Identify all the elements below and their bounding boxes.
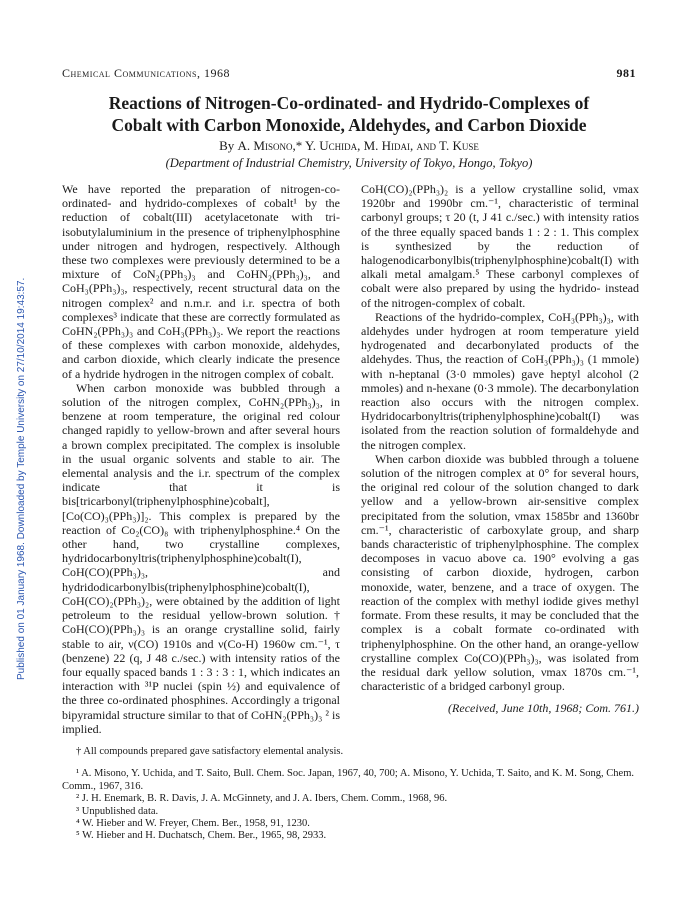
journal-name: Chemical Communications, 1968 xyxy=(62,66,230,80)
left-column xyxy=(62,182,340,736)
running-head xyxy=(62,66,636,82)
affiliation: (Department of Industrial Chemistry, University of Tokyo, Hongo, Tokyo) xyxy=(165,156,533,170)
reference-item: ⁵ W. Hieber and H. Duchatsch, Chem. Ber., 1965, 98, 2933. xyxy=(76,830,327,842)
paragraph: CoH(CO)₂(PPh₃)₂ is a yellow crystalline solid, νmax 1920br and 1990br cm.⁻¹, characteristic of terminal carbonyl groups; τ 20 (t, J 41 c./sec.) with intensity ratios of the three equally spaced bands 1 : 2 : 1. This complex is synthesized by the reduction of halogenodicarbonylbis(triphenylphosphine)cobalt(I) with alkali metal amalgam.⁵ These carbonyl complexes of cobalt were also prepared by using the hydrido- instead of the nitrogen-complex of cobalt. xyxy=(361,182,639,310)
received-date: (Received, June 10th, 1968; Com. 761.) xyxy=(448,701,639,715)
paragraph: We have reported the preparation of nitrogen-co-ordinated- and hydrido-complexes of cobalt¹ by the reduction of cobalt(III) acetylacetonate with tri-isobutylaluminium in the presence of triphenylphosphine under nitrogen and hydrogen, respectively. Although these two complexes were previously determined to be a mixture of CoN₂(PPh₃)₃ and CoHN₂(PPh₃)₃, and CoH₃(PPh₃)₃, respectively, recent structural data on the nitrogen complex² and n.m.r. and i.r. spectra of both complexes³ indicate that these are correctly formulated as CoHN₂(PPh₃)₃ and CoH₃(PPh₃)₃. We report the reactions of these complexes with carbon monoxide, aldehydes, and carbon dioxide, which clearly indicate the presence of a hydride hydrogen in the nitrogen complex of cobalt. xyxy=(62,182,340,381)
byline xyxy=(62,138,636,154)
paragraph: When carbon dioxide was bubbled through a toluene solution of the nitrogen complex at 0° for several hours, the original red colour of the solution changed to dark yellow and a yellow-brown air-sensitive complex precipitated from the solution, νmax 1585br and 1360br cm.⁻¹, characteristic of carboxylate group, and sharp bands characteristic of triphenylphosphine. The complex decomposes in vacuo above ca. 190° evolving a gas consisting of carbon dioxide, hydrogen, carbon monoxide, water, benzene, and a trace of oxygen. The reaction of the complex with methyl iodide gives methyl formate. From these results, it may be concluded that the complex is a cobalt formate co-ordinated with triphenylphosphine. On the other hand, an orange-yellow crystalline complex Co(CO)(PPh₃)₃, was isolated from the residual dark yellow solution, νmax 1870s cm.⁻¹, characteristic of a bridged carbonyl group. xyxy=(361,451,639,694)
title-line-1: Reactions of Nitrogen-Co-ordinated- and Hydrido-Complexes of xyxy=(108,93,590,113)
footnotes xyxy=(62,746,636,843)
page-number: 981 xyxy=(616,66,636,80)
download-watermark xyxy=(4,160,27,680)
right-column xyxy=(361,182,639,693)
byline-prefix: By xyxy=(219,138,235,153)
reference-item: ³ Unpublished data. xyxy=(76,805,159,817)
paragraph: Reactions of the hydrido-complex, CoH₃(PPh₃)₃, with aldehydes under hydrogen at room temperature yield hydrogenated and decarbonylated products of the aldehydes. Thus, the reaction of CoH₃(PPh₃)₃ (1 mmole) with n-heptanal (3·0 mmoles) gave heptyl alcohol (2 mmoles) and n-hexane (0·3 mmole). The decarbonylation reaction also occurs with the nitrogen complex. Hydridocarbonyltris(triphenylphosphine)cobalt(I) was isolated from the reaction solution of formaldehyde and the nitrogen complex. xyxy=(361,309,639,452)
dagger-footnote: † All compounds prepared gave satisfactory elemental analysis. xyxy=(76,746,344,757)
download-notice: Published on 01 January 1968. Downloaded by Temple University on 27/10/2014 19:43:57. xyxy=(16,277,27,680)
reference-item: ² J. H. Enemark, B. R. Davis, J. A. McGinnety, and J. A. Ibers, Chem. Comm., 1968, 96. xyxy=(76,793,448,805)
author-list: A. Misono,* Y. Uchida, M. Hidai, and T. Kuse xyxy=(237,138,479,153)
paragraph: When carbon monoxide was bubbled through a solution of the nitrogen complex, CoHN₂(PPh₃)₃, in benzene at room temperature, the original red colour changed rapidly to yellow-brown and after several hours a brown complex precipitated. The complex is insoluble in the usual organic solvents and stable to air. The elemental analysis and the i.r. spectrum of the complex indicate that it is bis[tricarbonyl(triphenylphosphine)cobalt], [Co(CO)₃(PPh₃)]₂. This complex is prepared by the reaction of Co₂(CO)₈ with triphenylphosphine.⁴ On the other hand, two crystalline complexes, hydridocarbonyltris(triphenylphosphine)cobalt(I), CoH(CO)(PPh₃)₃, and hydridodicarbonylbis(triphenylphosphine)cobalt(I), CoH(CO)₂(PPh₃)₂, were obtained by the addition of light petroleum to the residual yellow-brown solution.† CoH(CO)(PPh₃)₃ is an orange crystalline solid, fairly stable to air, ν(CO) 1910s and ν(Co-H) 1960w cm.⁻¹, τ (benzene) 22 (q, J 48 c./sec.) with intensity ratios of the four equally spaced bands 1 : 3 : 3 : 1, which indicates an interaction with ³¹P nuclei (spin ½) and equivalence of the three co-ordinated phosphines. Accordingly a trigonal bipyramidal structure similar to that of CoHN₂(PPh₃)₃ ² is implied. xyxy=(62,380,340,736)
reference-item: ⁴ W. Hieber and W. Freyer, Chem. Ber., 1958, 91, 1230. xyxy=(76,818,310,830)
reference-item: ¹ A. Misono, Y. Uchida, and T. Saito, Bull. Chem. Soc. Japan, 1967, 40, 700; A. Misono, Y. Uchida, T. Saito, and K. M. Song, Chem. Comm., 1967, 316. xyxy=(62,768,634,792)
article-title xyxy=(62,92,636,136)
reference-list xyxy=(62,768,636,842)
title-line-2: Cobalt with Carbon Monoxide, Aldehydes, and Carbon Dioxide xyxy=(111,115,587,135)
